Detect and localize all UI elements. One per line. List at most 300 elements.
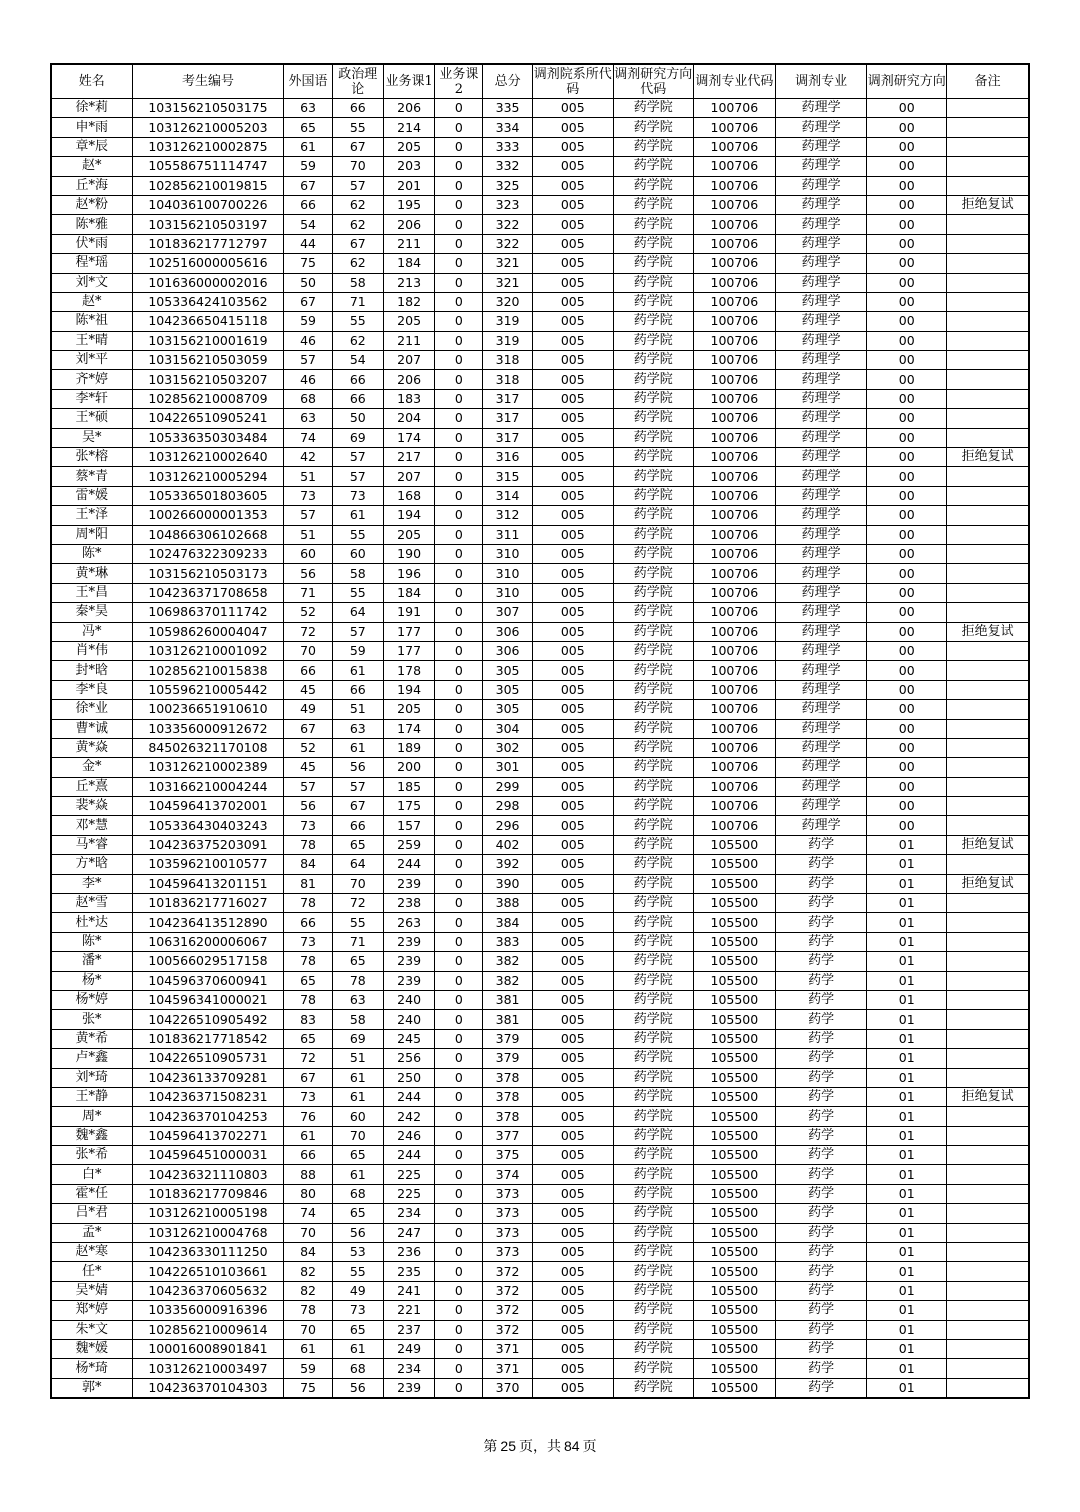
table-row [51,680,1029,699]
cell-course-1: 211 [383,234,434,253]
cell-major: 药学 [775,894,866,913]
cell-direction: 01 [867,990,947,1009]
cell-research-dept: 药学院 [613,952,693,971]
cell-foreign-language: 46 [284,331,332,350]
cell-major: 药理学 [775,506,866,525]
cell-dept-code: 005 [532,273,613,292]
cell-foreign-language: 66 [284,195,332,214]
cell-foreign-language: 61 [284,1126,332,1145]
cell-remarks [947,1068,1029,1087]
table-row [51,486,1029,505]
cell-foreign-language: 44 [284,234,332,253]
cell-name: 李*轩 [51,389,132,408]
cell-politics: 68 [332,1184,383,1203]
cell-course-1: 174 [383,719,434,738]
cell-dept-code: 005 [532,525,613,544]
cell-major-code: 105500 [693,835,775,854]
cell-total: 305 [483,680,532,699]
cell-politics: 57 [332,777,383,796]
cell-major: 药理学 [775,351,866,370]
cell-direction: 00 [867,486,947,505]
cell-total: 304 [483,719,532,738]
cell-major-code: 105500 [693,894,775,913]
cell-course-1: 234 [383,1204,434,1223]
cell-course-1: 206 [383,215,434,234]
cell-total: 373 [483,1223,532,1242]
cell-name: 丘*熹 [51,777,132,796]
cell-direction: 00 [867,603,947,622]
footer-page-number: 25 [500,1438,516,1454]
cell-major: 药理学 [775,467,866,486]
cell-remarks [947,99,1029,118]
cell-course-2: 0 [435,506,483,525]
table-row [51,1049,1029,1068]
cell-major: 药理学 [775,680,866,699]
cell-dept-code: 005 [532,370,613,389]
cell-direction: 00 [867,564,947,583]
cell-total: 377 [483,1126,532,1145]
cell-candidate-id: 102856210019815 [132,176,284,195]
table-row [51,254,1029,273]
cell-name: 赵*寒 [51,1243,132,1262]
cell-course-1: 175 [383,797,434,816]
cell-research-dept: 药学院 [613,1010,693,1029]
cell-course-1: 237 [383,1320,434,1339]
table-row [51,1262,1029,1281]
cell-major: 药理学 [775,254,866,273]
cell-course-2: 0 [435,1223,483,1242]
header-total: 总分 [483,64,532,99]
table-row [51,506,1029,525]
cell-course-2: 0 [435,448,483,467]
cell-major: 药理学 [775,137,866,156]
cell-name: 王*硕 [51,409,132,428]
cell-politics: 62 [332,195,383,214]
cell-dept-code: 005 [532,1068,613,1087]
cell-politics: 49 [332,1281,383,1300]
cell-politics: 66 [332,99,383,118]
cell-total: 373 [483,1243,532,1262]
cell-course-1: 204 [383,409,434,428]
table-row [51,118,1029,137]
cell-remarks [947,1243,1029,1262]
cell-research-dept: 药学院 [613,195,693,214]
cell-research-dept: 药学院 [613,467,693,486]
cell-total: 323 [483,195,532,214]
cell-course-2: 0 [435,738,483,757]
cell-candidate-id: 104036100700226 [132,195,284,214]
cell-major-code: 100706 [693,389,775,408]
cell-major-code: 105500 [693,1359,775,1378]
table-row [51,990,1029,1009]
cell-research-dept: 药学院 [613,137,693,156]
cell-politics: 78 [332,971,383,990]
cell-dept-code: 005 [532,913,613,932]
cell-major-code: 100706 [693,448,775,467]
cell-course-2: 0 [435,971,483,990]
cell-total: 302 [483,738,532,757]
cell-remarks [947,389,1029,408]
cell-major: 药理学 [775,700,866,719]
cell-total: 311 [483,525,532,544]
cell-course-1: 263 [383,913,434,932]
cell-foreign-language: 56 [284,564,332,583]
cell-remarks [947,1320,1029,1339]
cell-foreign-language: 54 [284,215,332,234]
cell-foreign-language: 57 [284,777,332,796]
cell-total: 373 [483,1204,532,1223]
cell-total: 317 [483,389,532,408]
cell-direction: 00 [867,641,947,660]
cell-direction: 01 [867,1068,947,1087]
cell-politics: 61 [332,1068,383,1087]
cell-candidate-id: 103126210003497 [132,1359,284,1378]
cell-research-dept: 药学院 [613,1262,693,1281]
cell-remarks: 拒绝复试 [947,835,1029,854]
table-row [51,777,1029,796]
cell-candidate-id: 103126210005294 [132,467,284,486]
cell-remarks [947,234,1029,253]
cell-name: 张* [51,1010,132,1029]
cell-direction: 00 [867,389,947,408]
cell-total: 319 [483,312,532,331]
cell-major: 药学 [775,1184,866,1203]
cell-research-dept: 药学院 [613,525,693,544]
table-row [51,1107,1029,1126]
cell-total: 321 [483,273,532,292]
cell-research-dept: 药学院 [613,913,693,932]
cell-course-1: 225 [383,1184,434,1203]
cell-remarks [947,331,1029,350]
cell-politics: 55 [332,913,383,932]
cell-foreign-language: 83 [284,1010,332,1029]
table-row [51,389,1029,408]
cell-course-1: 247 [383,1223,434,1242]
table-row [51,195,1029,214]
cell-course-1: 157 [383,816,434,835]
cell-foreign-language: 59 [284,1359,332,1378]
cell-course-1: 184 [383,254,434,273]
cell-course-2: 0 [435,428,483,447]
cell-remarks [947,525,1029,544]
cell-candidate-id: 103356000916396 [132,1301,284,1320]
cell-direction: 00 [867,351,947,370]
header-research-dept: 调剂研究方向代码 [613,64,693,99]
cell-remarks [947,990,1029,1009]
cell-direction: 00 [867,292,947,311]
cell-course-2: 0 [435,719,483,738]
cell-major-code: 100706 [693,370,775,389]
cell-dept-code: 005 [532,467,613,486]
cell-research-dept: 药学院 [613,564,693,583]
cell-major: 药理学 [775,486,866,505]
cell-course-1: 196 [383,564,434,583]
cell-politics: 66 [332,680,383,699]
cell-name: 章*辰 [51,137,132,156]
cell-politics: 65 [332,1204,383,1223]
cell-name: 徐*业 [51,700,132,719]
cell-major-code: 105500 [693,1029,775,1048]
cell-name: 裴*焱 [51,797,132,816]
cell-dept-code: 005 [532,1184,613,1203]
cell-course-2: 0 [435,1204,483,1223]
cell-politics: 70 [332,874,383,893]
cell-candidate-id: 104236370605632 [132,1281,284,1300]
cell-candidate-id: 104226510905731 [132,1049,284,1068]
cell-name: 王*静 [51,1087,132,1106]
cell-politics: 56 [332,758,383,777]
cell-name: 金* [51,758,132,777]
cell-course-1: 244 [383,855,434,874]
cell-dept-code: 005 [532,1281,613,1300]
cell-foreign-language: 82 [284,1262,332,1281]
cell-politics: 57 [332,467,383,486]
cell-dept-code: 005 [532,1107,613,1126]
cell-candidate-id: 101836217709846 [132,1184,284,1203]
cell-foreign-language: 71 [284,583,332,602]
cell-candidate-id: 105596210005442 [132,680,284,699]
cell-research-dept: 药学院 [613,816,693,835]
cell-name: 秦*昊 [51,603,132,622]
cell-politics: 51 [332,700,383,719]
cell-name: 蔡*青 [51,467,132,486]
cell-research-dept: 药学院 [613,234,693,253]
cell-remarks [947,932,1029,951]
cell-major-code: 100706 [693,176,775,195]
cell-major: 药理学 [775,157,866,176]
cell-dept-code: 005 [532,894,613,913]
cell-foreign-language: 60 [284,544,332,563]
cell-remarks: 拒绝复试 [947,622,1029,641]
cell-candidate-id: 104236133709281 [132,1068,284,1087]
cell-politics: 60 [332,1107,383,1126]
cell-remarks [947,913,1029,932]
cell-direction: 01 [867,1010,947,1029]
cell-politics: 61 [332,1340,383,1359]
cell-remarks [947,1049,1029,1068]
cell-course-2: 0 [435,254,483,273]
cell-research-dept: 药学院 [613,273,693,292]
cell-name: 张*榕 [51,448,132,467]
cell-major: 药学 [775,1359,866,1378]
cell-name: 刘*文 [51,273,132,292]
cell-dept-code: 005 [532,932,613,951]
cell-direction: 01 [867,1301,947,1320]
table-row [51,273,1029,292]
cell-remarks [947,816,1029,835]
cell-direction: 01 [867,1204,947,1223]
table-row [51,544,1029,563]
cell-research-dept: 药学院 [613,758,693,777]
cell-research-dept: 药学院 [613,428,693,447]
cell-remarks [947,273,1029,292]
header-politics: 政治理论 [332,64,383,99]
cell-total: 322 [483,234,532,253]
table-row [51,1204,1029,1223]
cell-total: 372 [483,1301,532,1320]
cell-major-code: 100706 [693,758,775,777]
table-row [51,952,1029,971]
cell-major-code: 100706 [693,118,775,137]
cell-remarks [947,428,1029,447]
cell-direction: 01 [867,894,947,913]
cell-remarks: 拒绝复试 [947,195,1029,214]
cell-foreign-language: 66 [284,913,332,932]
table-row [51,215,1029,234]
cell-foreign-language: 76 [284,1107,332,1126]
cell-major-code: 100706 [693,641,775,660]
cell-major-code: 100706 [693,661,775,680]
cell-research-dept: 药学院 [613,1320,693,1339]
cell-course-1: 221 [383,1301,434,1320]
cell-remarks [947,1340,1029,1359]
cell-course-2: 0 [435,564,483,583]
cell-candidate-id: 105336350303484 [132,428,284,447]
cell-major-code: 100706 [693,564,775,583]
cell-candidate-id: 103356000912672 [132,719,284,738]
cell-candidate-id: 103156210503197 [132,215,284,234]
cell-name: 孟* [51,1223,132,1242]
cell-remarks [947,661,1029,680]
cell-candidate-id: 104596370600941 [132,971,284,990]
cell-name: 陈*祖 [51,312,132,331]
cell-course-2: 0 [435,157,483,176]
cell-course-1: 244 [383,1087,434,1106]
cell-major: 药理学 [775,409,866,428]
cell-direction: 00 [867,118,947,137]
cell-direction: 00 [867,758,947,777]
cell-direction: 00 [867,312,947,331]
cell-remarks: 拒绝复试 [947,874,1029,893]
cell-research-dept: 药学院 [613,176,693,195]
cell-research-dept: 药学院 [613,1223,693,1242]
cell-politics: 53 [332,1243,383,1262]
footer-suffix: 页 [582,1439,597,1455]
cell-foreign-language: 72 [284,622,332,641]
cell-course-2: 0 [435,370,483,389]
cell-major-code: 105500 [693,874,775,893]
cell-dept-code: 005 [532,544,613,563]
cell-total: 305 [483,661,532,680]
cell-name: 伏*雨 [51,234,132,253]
cell-name: 李* [51,874,132,893]
cell-direction: 01 [867,1262,947,1281]
cell-total: 317 [483,409,532,428]
cell-name: 吴*婧 [51,1281,132,1300]
cell-candidate-id: 105336501803605 [132,486,284,505]
cell-name: 封*晗 [51,661,132,680]
cell-politics: 56 [332,1223,383,1242]
cell-politics: 62 [332,331,383,350]
cell-direction: 01 [867,835,947,854]
cell-direction: 00 [867,448,947,467]
cell-major-code: 105500 [693,971,775,990]
cell-remarks [947,351,1029,370]
cell-major-code: 100706 [693,273,775,292]
cell-candidate-id: 105336424103562 [132,292,284,311]
cell-name: 霍*任 [51,1184,132,1203]
cell-foreign-language: 63 [284,409,332,428]
cell-dept-code: 005 [532,738,613,757]
cell-course-1: 183 [383,389,434,408]
cell-total: 325 [483,176,532,195]
cell-major-code: 100706 [693,506,775,525]
cell-foreign-language: 67 [284,292,332,311]
cell-major-code: 105500 [693,1243,775,1262]
cell-major: 药理学 [775,525,866,544]
cell-major: 药理学 [775,195,866,214]
cell-direction: 00 [867,331,947,350]
cell-dept-code: 005 [532,952,613,971]
cell-total: 305 [483,700,532,719]
cell-candidate-id: 103156210503173 [132,564,284,583]
table-row [51,603,1029,622]
table-row [51,1146,1029,1165]
header-remarks: 备注 [947,64,1029,99]
cell-name: 申*雨 [51,118,132,137]
cell-course-1: 205 [383,525,434,544]
table-row [51,1320,1029,1339]
cell-dept-code: 005 [532,971,613,990]
cell-major-code: 105500 [693,855,775,874]
cell-total: 307 [483,603,532,622]
cell-remarks [947,506,1029,525]
cell-total: 314 [483,486,532,505]
cell-name: 邓*慧 [51,816,132,835]
cell-politics: 58 [332,1010,383,1029]
cell-total: 373 [483,1184,532,1203]
cell-politics: 60 [332,544,383,563]
cell-name: 卢*鑫 [51,1049,132,1068]
cell-course-2: 0 [435,195,483,214]
cell-course-1: 213 [383,273,434,292]
cell-foreign-language: 80 [284,1184,332,1203]
header-row [51,64,1029,99]
cell-course-1: 177 [383,622,434,641]
cell-dept-code: 005 [532,195,613,214]
cell-name: 李*良 [51,680,132,699]
cell-course-1: 239 [383,874,434,893]
cell-candidate-id: 103126210004768 [132,1223,284,1242]
cell-dept-code: 005 [532,137,613,156]
cell-course-1: 217 [383,448,434,467]
cell-major: 药理学 [775,661,866,680]
cell-direction: 00 [867,816,947,835]
cell-dept-code: 005 [532,486,613,505]
table-row [51,738,1029,757]
cell-foreign-language: 49 [284,700,332,719]
cell-politics: 66 [332,816,383,835]
table-row [51,448,1029,467]
cell-direction: 01 [867,1029,947,1048]
cell-course-2: 0 [435,176,483,195]
cell-course-1: 195 [383,195,434,214]
cell-candidate-id: 104236413512890 [132,913,284,932]
cell-direction: 00 [867,797,947,816]
cell-course-2: 0 [435,351,483,370]
cell-course-2: 0 [435,1049,483,1068]
cell-candidate-id: 104236321110803 [132,1165,284,1184]
cell-major-code: 105500 [693,990,775,1009]
cell-major: 药学 [775,1340,866,1359]
cell-total: 306 [483,622,532,641]
cell-major-code: 105500 [693,1107,775,1126]
cell-major: 药理学 [775,118,866,137]
cell-total: 318 [483,370,532,389]
cell-major-code: 100706 [693,428,775,447]
cell-course-1: 203 [383,157,434,176]
cell-direction: 01 [867,1165,947,1184]
